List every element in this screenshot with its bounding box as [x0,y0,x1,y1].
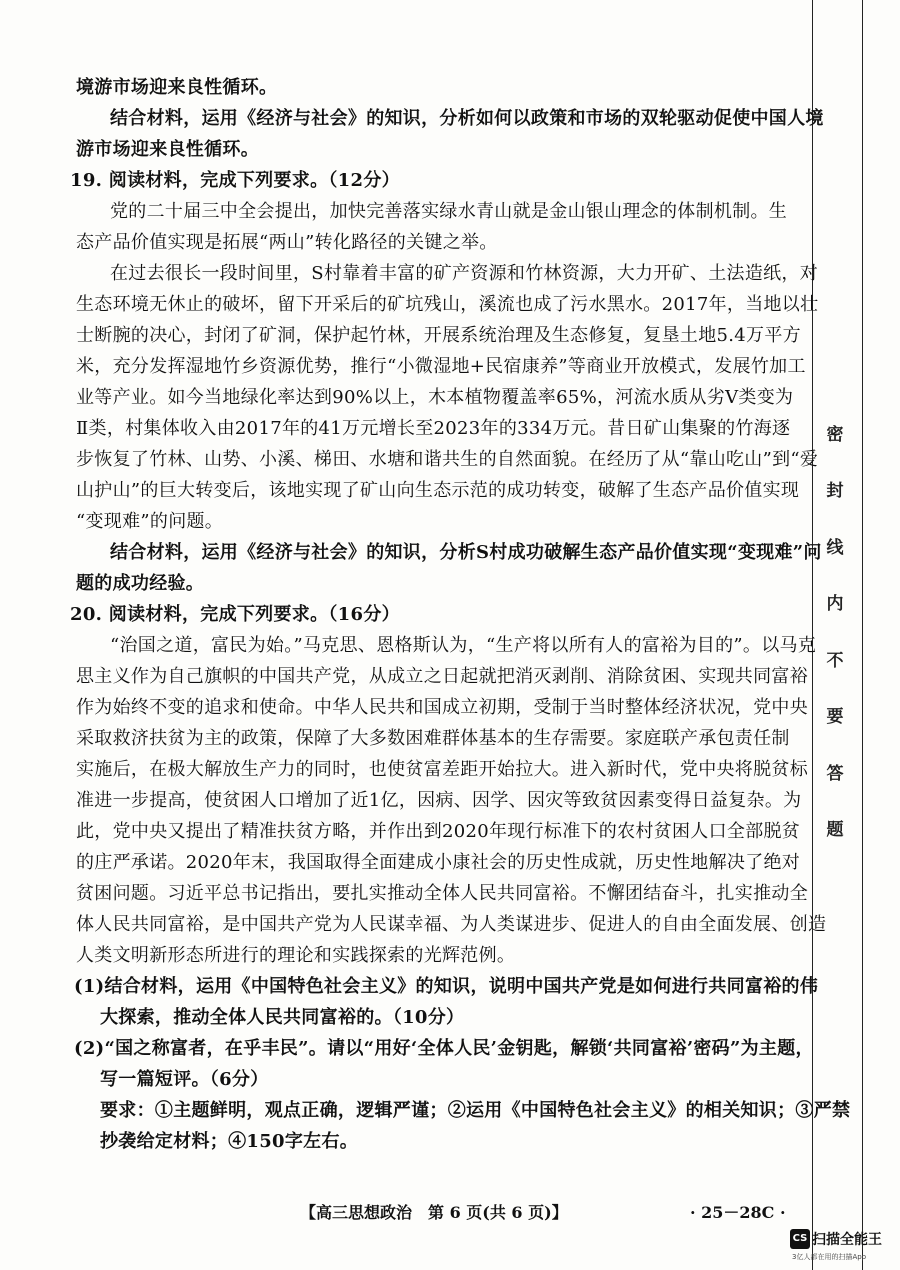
q19-material-line: 生态环境无休止的破坏，留下开采后的矿坑残山，溪流也成了污水黑水。2017年，当地以壮 [76,294,819,315]
q18-requirement: 游市场迎来良性循环。 [76,139,259,160]
q18-requirement: 结合材料，运用《经济与社会》的知识，分析如何以政策和市场的双轮驱动促使中国人境 [110,108,824,129]
q19-material-line: 山护山”的巨大转变后，该地实现了矿山向生态示范的成功转变，破解了生态产品价值实现 [76,480,800,501]
q20-material-line: 思主义作为自己旗帜的中国共产党，从成立之日起就把消灭剥削、消除贫困、实现共同富裕 [76,666,808,687]
q19-material-line: 业等产业。如今当地绿化率达到90%以上，木本植物覆盖率65%，河流水质从劣Ⅴ类变为 [76,387,794,408]
q20-heading: 20. 阅读材料，完成下列要求。（16分） [70,604,400,625]
q19-heading: 19. 阅读材料，完成下列要求。（12分） [70,170,400,191]
scanner-watermark [790,1228,882,1249]
q20-material-line: 采取救济扶贫为主的政策，保障了大多数困难群体基本的生存需要。家庭联产承包责任制 [76,728,790,749]
q20-material-line: 作为始终不变的追求和使命。中华人民共和国成立初期，受制于当时整体经济状况，党中央 [76,697,808,718]
cs-logo-icon: CS [790,1229,810,1249]
q19-material-line: 士断腕的决心，封闭了矿洞，保护起竹林，开展系统治理及生态修复，复垦土地5.4万平方 [76,325,801,346]
q20-material-line: 实施后，在极大解放生产力的同时，也使贫富差距开始拉大。进入新时代，党中央将脱贫标 [76,759,808,780]
seal-warning [822,420,848,840]
q20-requirements: 要求：①主题鲜明，观点正确，逻辑严谨；②运用《中国特色社会主义》的相关知识；③严禁 [100,1100,851,1121]
q20-material-line: 人类文明新形态所进行的理论和实践探索的光辉范例。 [76,945,516,966]
seal-char: 答 [826,763,844,784]
q20-subquestion-2: 写一篇短评。（6分） [100,1069,269,1090]
q20-material-line: 的庄严承诺。2020年末，我国取得全面建成小康社会的历史性成就，历史性地解决了绝对 [76,852,801,873]
seal-char: 要 [826,707,844,728]
q19-material-line: 步恢复了竹林、山势、小溪、梯田、水塘和谐共生的自然面貌。在经历了从“靠山吃山”到“爱 [76,449,819,470]
q20-material-line: 准进一步提高，使贫困人口增加了近1亿，因病、因学、因灾等致贫因素变得日益复杂。为 [76,790,802,811]
q20-material-line: 此，党中央又提出了精准扶贫方略，并作出到2020年现行标准下的农村贫困人口全部脱贫 [76,821,801,842]
q19-material-line: 党的二十届三中全会提出，加快完善落实绿水青山就是金山银山理念的体制机制。生 [110,201,788,222]
binding-line-inner [862,0,863,1270]
q19-material-line: 米，充分发挥湿地竹乡资源优势，推行“小微湿地+民宿康养”等商业开放模式，发展竹加工 [76,356,806,377]
q20-subquestion-2: (2)“国之称富者，在乎丰民”。请以“用好‘全体人民’金钥匙，解锁‘共同富裕’密码”为主题， [74,1038,814,1059]
q20-subquestion-1: 大探索，推动全体人民共同富裕的。（10分） [100,1007,465,1028]
page-footer-code: · 25－28C · [690,1203,786,1222]
q20-subquestion-1: (1)结合材料，运用《中国特色社会主义》的知识，说明中国共产党是如何进行共同富裕的伟 [74,976,819,997]
q20-material-line: “治国之道，富民为始。”马克思、恩格斯认为，“生产将以所有人的富裕为目的”。以马克 [110,635,817,656]
watermark-tagline: 3亿人都在用的扫描App [792,1253,867,1261]
seal-char: 内 [826,594,844,615]
q19-requirement: 题的成功经验。 [76,573,205,594]
q19-material-line: 态产品价值实现是拓展“两山”转化路径的关键之举。 [76,232,498,253]
q19-material-line: “变现难”的问题。 [76,511,224,532]
watermark-name: 扫描全能王 [812,1231,882,1248]
page-footer-title: 【高三思想政治 第 6 页(共 6 页)】 [300,1203,568,1222]
seal-char: 题 [826,819,844,840]
q20-material-line: 体人民共同富裕，是中国共产党为人民谋幸福、为人类谋进步、促进人的自由全面发展、创造 [76,914,827,935]
seal-char: 线 [826,537,844,558]
seal-char: 密 [826,425,844,445]
q20-requirements: 抄袭给定材料；④150字左右。 [100,1131,359,1152]
seal-char: 不 [826,650,844,671]
q19-requirement: 结合材料，运用《经济与社会》的知识，分析S村成功破解生态产品价值实现“变现难”问 [110,542,822,563]
q20-material-line: 贫困问题。习近平总书记指出，要扎实推动全体人民共同富裕。不懈团结奋斗，扎实推动全 [76,883,808,904]
q18-line: 境游市场迎来良性循环。 [76,77,278,98]
q19-material-line: Ⅱ类，村集体收入由2017年的41万元增长至2023年的334万元。昔日矿山集聚的竹海逐 [76,418,791,439]
seal-char: 封 [826,481,844,502]
q19-material-line: 在过去很长一段时间里，S村靠着丰富的矿产资源和竹林资源，大力开矿、土法造纸，对 [110,263,819,284]
